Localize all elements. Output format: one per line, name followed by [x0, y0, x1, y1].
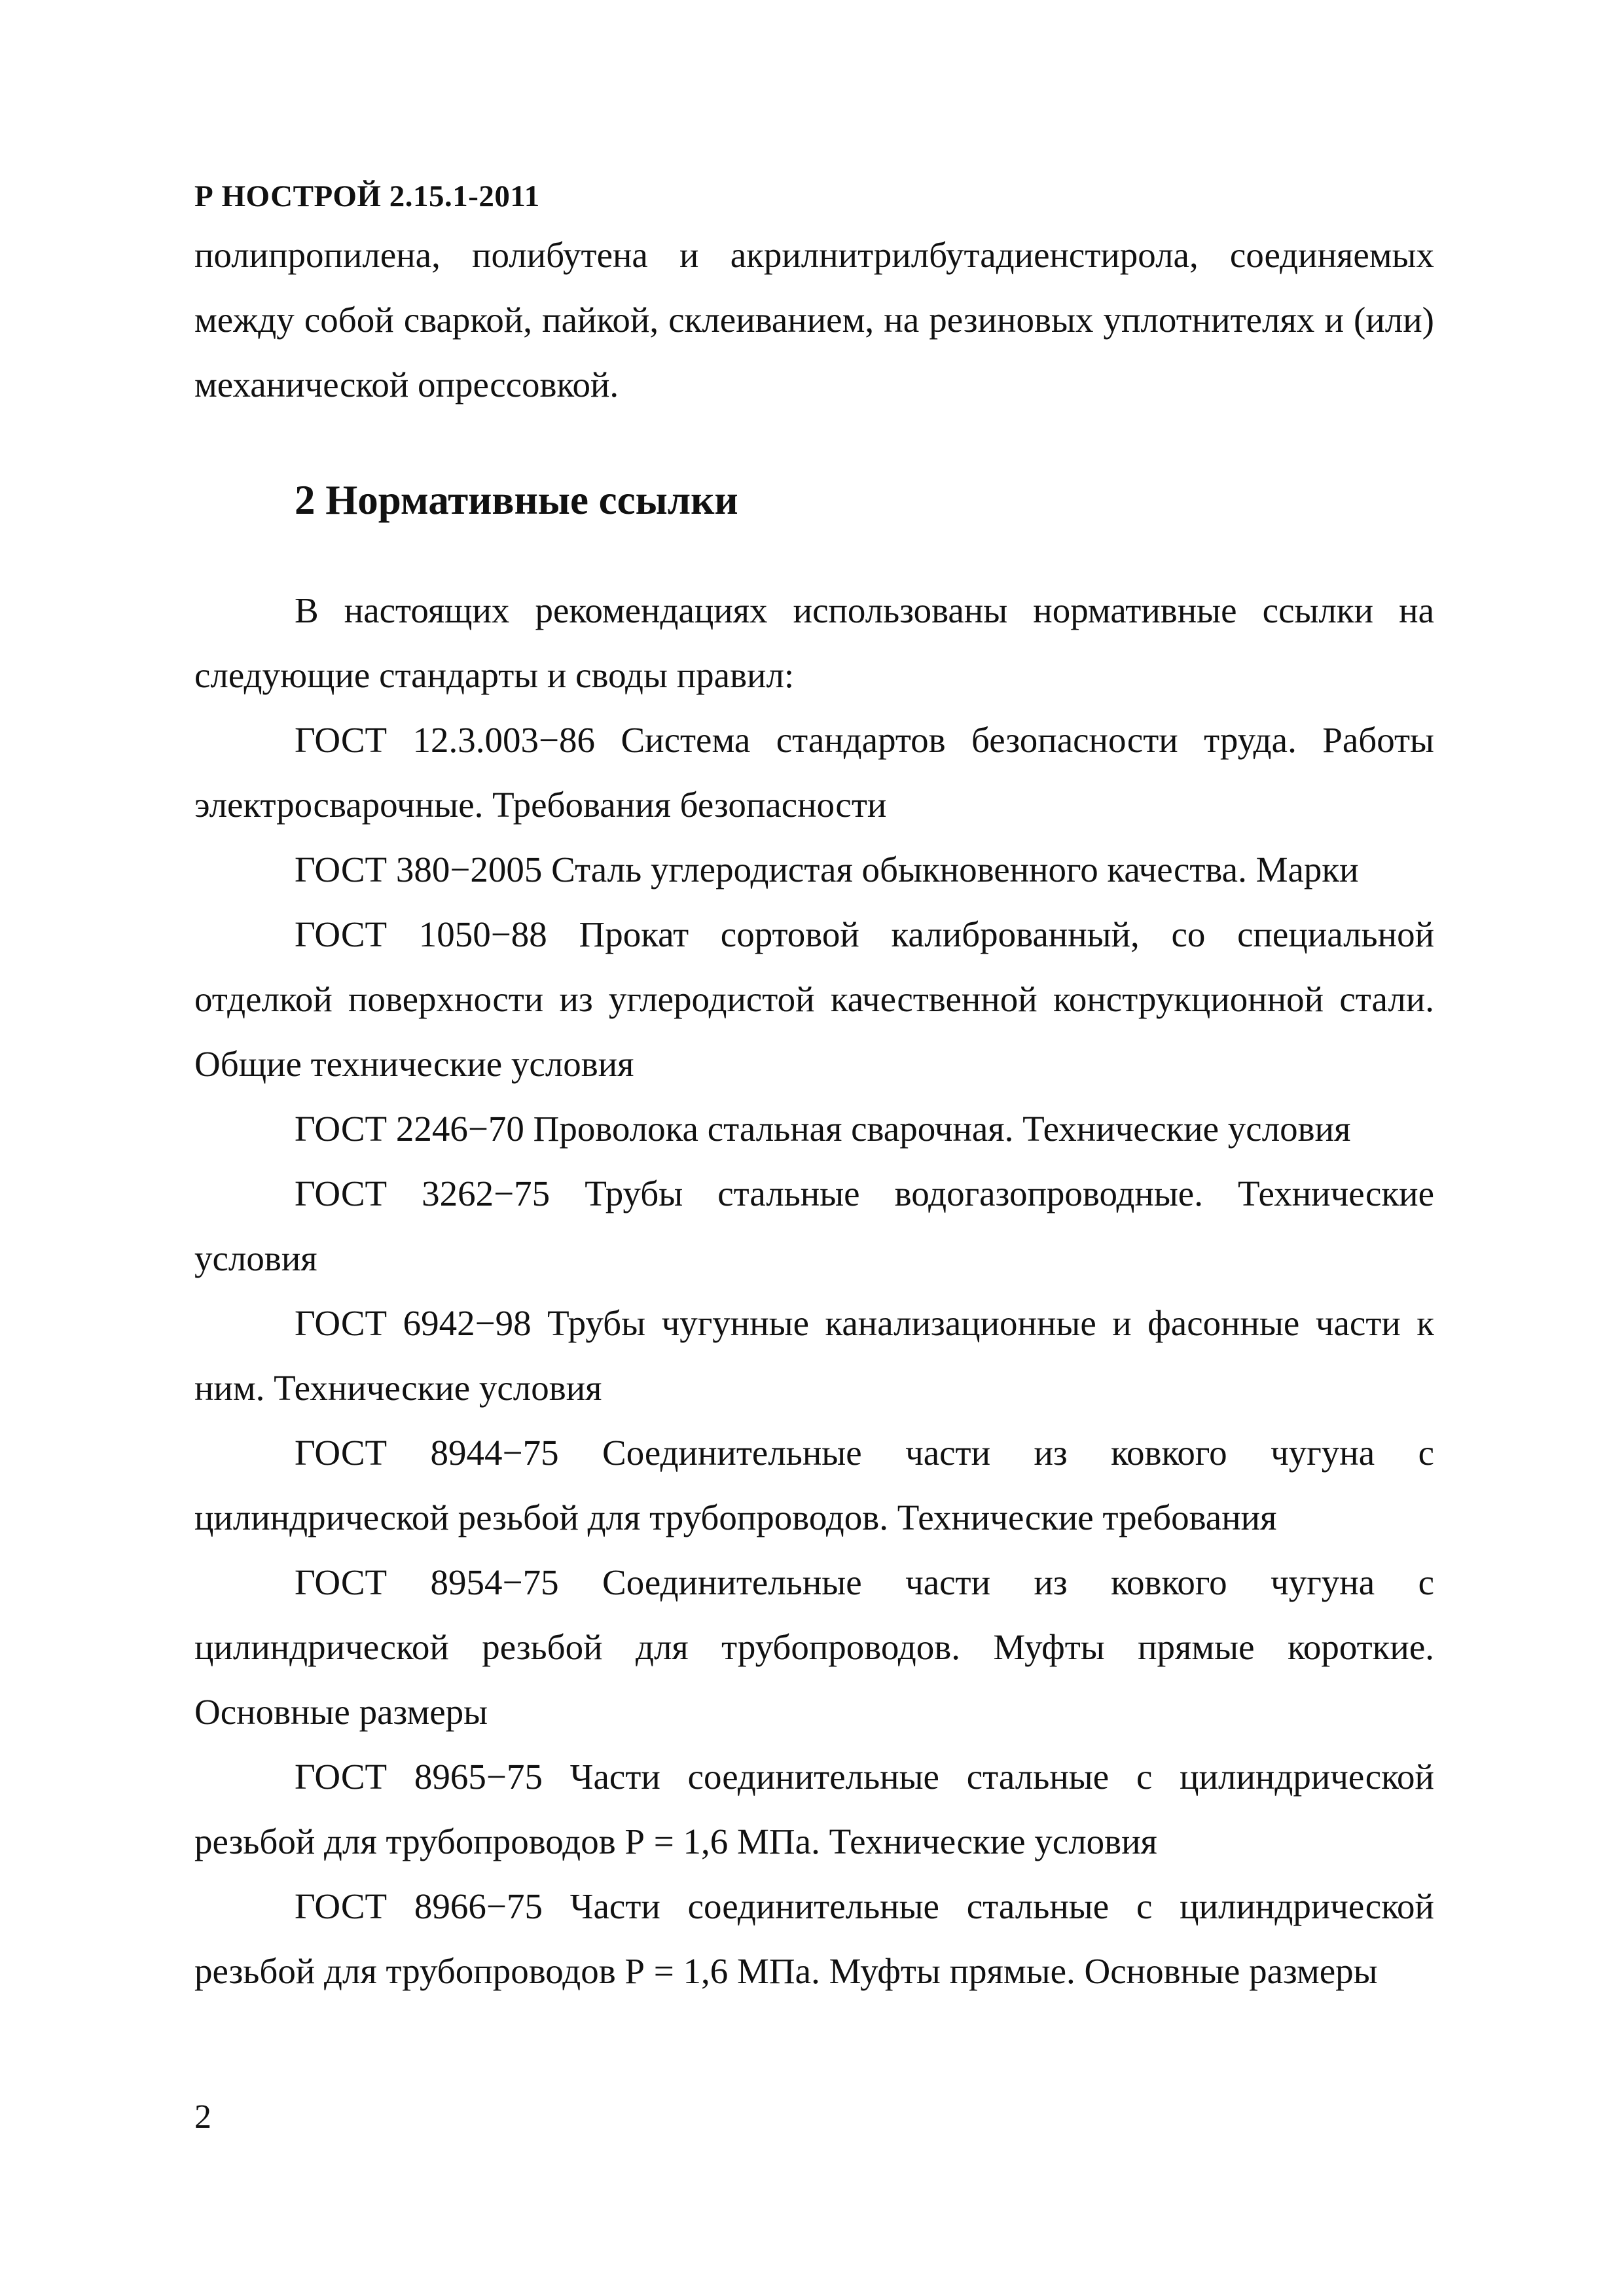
reference-item: ГОСТ 380−2005 Сталь углеродистая обыкновенного качества. Марки — [295, 850, 1359, 889]
reference-item: ГОСТ 6942−98 Трубы чугунные канализационные и фасонные части к ним. Технические условия — [194, 1303, 1434, 1408]
reference-item: ГОСТ 2246−70 Проволока стальная сварочная. Технические условия — [295, 1109, 1351, 1149]
reference-item: ГОСТ 8965−75 Части соединительные стальные с цилиндрической резьбой для трубопроводов Р = 1,6 МПа. Технические условия — [194, 1757, 1434, 1861]
references-intro: В настоящих рекомендациях использованы нормативные ссылки на следующие стандарты и своды правил: — [194, 590, 1434, 695]
reference-item: ГОСТ 3262−75 Трубы стальные водогазопроводные. Технические условия — [194, 1174, 1434, 1278]
page-number: 2 — [194, 2098, 211, 2136]
reference-item: ГОСТ 1050−88 Прокат сортовой калиброванный, со специальной отделкой поверхности из углеродистой качественной конструкционной стали. Общие технические условия — [194, 914, 1434, 1084]
reference-item: ГОСТ 12.3.003−86 Система стандартов безопасности труда. Работы электросварочные. Требования безопасности — [194, 720, 1434, 825]
document-code-header: Р НОСТРОЙ 2.15.1-2011 — [194, 179, 540, 213]
reference-item: ГОСТ 8954−75 Соединительные части из ковкого чугуна с цилиндрической резьбой для трубопроводов. Муфты прямые короткие. Основные размеры — [194, 1562, 1434, 1732]
document-body — [194, 223, 1434, 2003]
reference-item: ГОСТ 8966−75 Части соединительные стальные с цилиндрической резьбой для трубопроводов Р = 1,6 МПа. Муфты прямые. Основные размеры — [194, 1886, 1434, 1991]
reference-item: ГОСТ 8944−75 Соединительные части из ковкого чугуна с цилиндрической резьбой для трубопроводов. Технические требования — [194, 1433, 1434, 1537]
section-heading: 2 Нормативные ссылки — [295, 477, 738, 523]
intro-paragraph: полипропилена, полибутена и акрилнитрилбутадиенстирола, соединяемых между собой сваркой, пайкой, склеиванием, на резиновых уплотнителях и (или) механической опрессовкой. — [194, 235, 1434, 404]
